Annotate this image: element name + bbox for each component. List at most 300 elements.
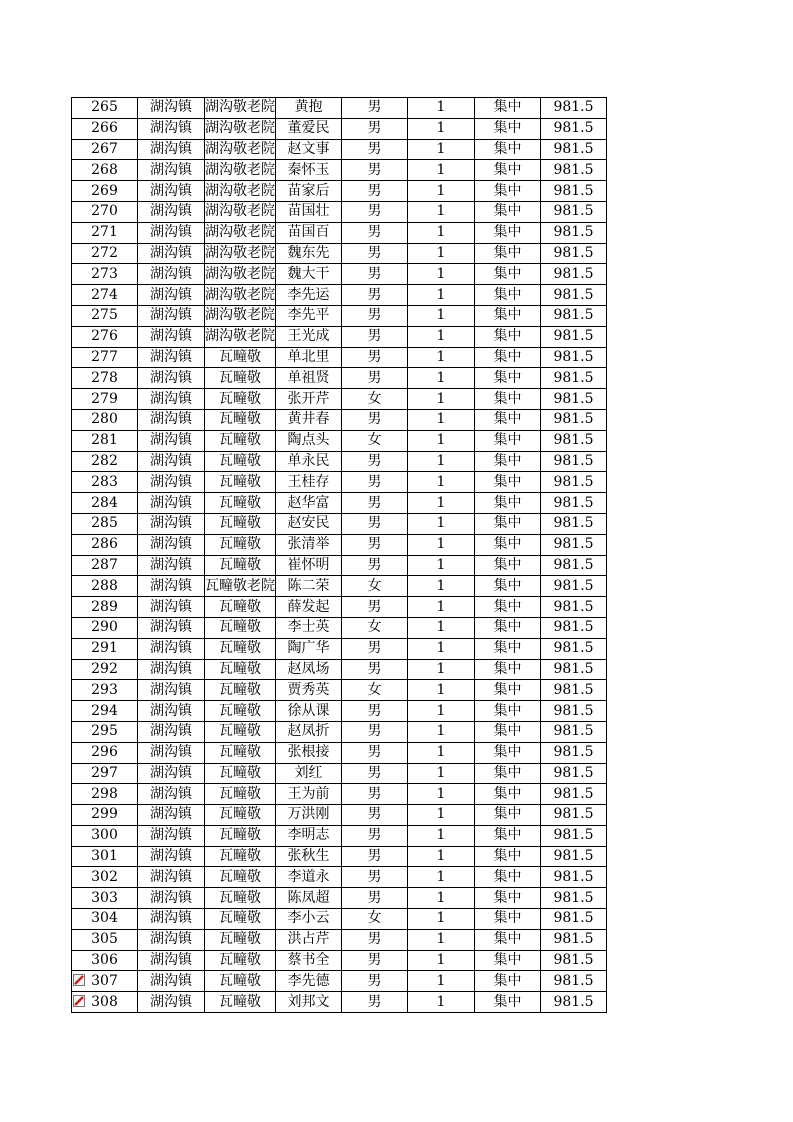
amount-cell[interactable] [541, 451, 607, 472]
town-cell[interactable] [138, 867, 205, 888]
count-cell[interactable] [408, 617, 475, 638]
row-number-cell[interactable] [72, 493, 138, 514]
name-cell[interactable] [276, 992, 342, 1013]
unit-cell[interactable] [205, 742, 276, 763]
name-cell[interactable] [276, 888, 342, 909]
row-number-cell[interactable] [72, 701, 138, 722]
type-cell[interactable] [475, 846, 541, 867]
type-cell[interactable] [475, 326, 541, 347]
town-cell[interactable] [138, 347, 205, 368]
type-cell[interactable] [475, 222, 541, 243]
count-cell[interactable] [408, 659, 475, 680]
type-cell[interactable] [475, 201, 541, 222]
amount-cell[interactable] [541, 617, 607, 638]
unit-cell[interactable] [205, 701, 276, 722]
row-number-cell[interactable] [72, 742, 138, 763]
unit-cell[interactable] [205, 430, 276, 451]
cell-comment-icon[interactable] [73, 995, 85, 1007]
sex-cell[interactable] [342, 347, 408, 368]
sex-cell[interactable] [342, 98, 408, 119]
amount-cell[interactable] [541, 243, 607, 264]
count-cell[interactable] [408, 909, 475, 930]
row-number-cell[interactable] [72, 368, 138, 389]
sex-cell[interactable] [342, 617, 408, 638]
sex-cell[interactable] [342, 222, 408, 243]
amount-cell[interactable] [541, 305, 607, 326]
row-number-cell[interactable] [72, 971, 138, 992]
unit-cell[interactable] [205, 617, 276, 638]
sex-cell[interactable] [342, 264, 408, 285]
amount-cell[interactable] [541, 846, 607, 867]
row-number-cell[interactable] [72, 389, 138, 410]
amount-cell[interactable] [541, 534, 607, 555]
unit-cell[interactable] [205, 659, 276, 680]
row-number-cell[interactable] [72, 659, 138, 680]
town-cell[interactable] [138, 971, 205, 992]
count-cell[interactable] [408, 513, 475, 534]
count-cell[interactable] [408, 201, 475, 222]
row-number-cell[interactable] [72, 617, 138, 638]
count-cell[interactable] [408, 784, 475, 805]
type-cell[interactable] [475, 971, 541, 992]
town-cell[interactable] [138, 222, 205, 243]
type-cell[interactable] [475, 763, 541, 784]
name-cell[interactable] [276, 929, 342, 950]
type-cell[interactable] [475, 638, 541, 659]
unit-cell[interactable] [205, 992, 276, 1013]
name-cell[interactable] [276, 950, 342, 971]
row-number-cell[interactable] [72, 305, 138, 326]
amount-cell[interactable] [541, 971, 607, 992]
town-cell[interactable] [138, 118, 205, 139]
count-cell[interactable] [408, 472, 475, 493]
count-cell[interactable] [408, 846, 475, 867]
unit-cell[interactable] [205, 347, 276, 368]
name-cell[interactable] [276, 576, 342, 597]
count-cell[interactable] [408, 742, 475, 763]
amount-cell[interactable] [541, 368, 607, 389]
unit-cell[interactable] [205, 139, 276, 160]
sex-cell[interactable] [342, 805, 408, 826]
row-number-cell[interactable] [72, 472, 138, 493]
count-cell[interactable] [408, 805, 475, 826]
count-cell[interactable] [408, 721, 475, 742]
name-cell[interactable] [276, 825, 342, 846]
amount-cell[interactable] [541, 576, 607, 597]
town-cell[interactable] [138, 534, 205, 555]
name-cell[interactable] [276, 243, 342, 264]
sex-cell[interactable] [342, 118, 408, 139]
town-cell[interactable] [138, 160, 205, 181]
town-cell[interactable] [138, 763, 205, 784]
town-cell[interactable] [138, 368, 205, 389]
town-cell[interactable] [138, 472, 205, 493]
unit-cell[interactable] [205, 513, 276, 534]
sex-cell[interactable] [342, 825, 408, 846]
amount-cell[interactable] [541, 555, 607, 576]
sex-cell[interactable] [342, 867, 408, 888]
row-number-cell[interactable] [72, 763, 138, 784]
amount-cell[interactable] [541, 742, 607, 763]
amount-cell[interactable] [541, 98, 607, 119]
sex-cell[interactable] [342, 430, 408, 451]
name-cell[interactable] [276, 409, 342, 430]
amount-cell[interactable] [541, 825, 607, 846]
amount-cell[interactable] [541, 472, 607, 493]
town-cell[interactable] [138, 493, 205, 514]
unit-cell[interactable] [205, 285, 276, 306]
type-cell[interactable] [475, 909, 541, 930]
type-cell[interactable] [475, 118, 541, 139]
sex-cell[interactable] [342, 181, 408, 202]
row-number-cell[interactable] [72, 597, 138, 618]
town-cell[interactable] [138, 576, 205, 597]
row-number-cell[interactable] [72, 825, 138, 846]
type-cell[interactable] [475, 701, 541, 722]
count-cell[interactable] [408, 701, 475, 722]
unit-cell[interactable] [205, 825, 276, 846]
amount-cell[interactable] [541, 139, 607, 160]
town-cell[interactable] [138, 992, 205, 1013]
name-cell[interactable] [276, 222, 342, 243]
amount-cell[interactable] [541, 909, 607, 930]
name-cell[interactable] [276, 513, 342, 534]
row-number-cell[interactable] [72, 929, 138, 950]
amount-cell[interactable] [541, 805, 607, 826]
name-cell[interactable] [276, 971, 342, 992]
sex-cell[interactable] [342, 992, 408, 1013]
town-cell[interactable] [138, 201, 205, 222]
unit-cell[interactable] [205, 472, 276, 493]
name-cell[interactable] [276, 784, 342, 805]
sex-cell[interactable] [342, 389, 408, 410]
town-cell[interactable] [138, 617, 205, 638]
count-cell[interactable] [408, 118, 475, 139]
sex-cell[interactable] [342, 534, 408, 555]
cell-comment-icon[interactable] [73, 974, 85, 986]
type-cell[interactable] [475, 597, 541, 618]
row-number-cell[interactable] [72, 784, 138, 805]
type-cell[interactable] [475, 160, 541, 181]
unit-cell[interactable] [205, 763, 276, 784]
amount-cell[interactable] [541, 347, 607, 368]
sex-cell[interactable] [342, 784, 408, 805]
town-cell[interactable] [138, 451, 205, 472]
count-cell[interactable] [408, 160, 475, 181]
sex-cell[interactable] [342, 763, 408, 784]
name-cell[interactable] [276, 451, 342, 472]
name-cell[interactable] [276, 430, 342, 451]
town-cell[interactable] [138, 805, 205, 826]
type-cell[interactable] [475, 888, 541, 909]
name-cell[interactable] [276, 201, 342, 222]
unit-cell[interactable] [205, 888, 276, 909]
count-cell[interactable] [408, 368, 475, 389]
name-cell[interactable] [276, 347, 342, 368]
count-cell[interactable] [408, 867, 475, 888]
row-number-cell[interactable] [72, 555, 138, 576]
count-cell[interactable] [408, 264, 475, 285]
sex-cell[interactable] [342, 950, 408, 971]
count-cell[interactable] [408, 98, 475, 119]
count-cell[interactable] [408, 139, 475, 160]
amount-cell[interactable] [541, 160, 607, 181]
amount-cell[interactable] [541, 638, 607, 659]
type-cell[interactable] [475, 867, 541, 888]
unit-cell[interactable] [205, 243, 276, 264]
amount-cell[interactable] [541, 950, 607, 971]
row-number-cell[interactable] [72, 534, 138, 555]
row-number-cell[interactable] [72, 222, 138, 243]
type-cell[interactable] [475, 285, 541, 306]
type-cell[interactable] [475, 617, 541, 638]
count-cell[interactable] [408, 305, 475, 326]
row-number-cell[interactable] [72, 992, 138, 1013]
town-cell[interactable] [138, 264, 205, 285]
row-number-cell[interactable] [72, 160, 138, 181]
town-cell[interactable] [138, 950, 205, 971]
unit-cell[interactable] [205, 160, 276, 181]
unit-cell[interactable] [205, 493, 276, 514]
count-cell[interactable] [408, 534, 475, 555]
type-cell[interactable] [475, 264, 541, 285]
type-cell[interactable] [475, 409, 541, 430]
town-cell[interactable] [138, 888, 205, 909]
sex-cell[interactable] [342, 493, 408, 514]
amount-cell[interactable] [541, 430, 607, 451]
type-cell[interactable] [475, 305, 541, 326]
amount-cell[interactable] [541, 409, 607, 430]
amount-cell[interactable] [541, 763, 607, 784]
sex-cell[interactable] [342, 597, 408, 618]
unit-cell[interactable] [205, 305, 276, 326]
name-cell[interactable] [276, 659, 342, 680]
sex-cell[interactable] [342, 513, 408, 534]
town-cell[interactable] [138, 909, 205, 930]
name-cell[interactable] [276, 181, 342, 202]
type-cell[interactable] [475, 243, 541, 264]
type-cell[interactable] [475, 992, 541, 1013]
unit-cell[interactable] [205, 805, 276, 826]
name-cell[interactable] [276, 98, 342, 119]
amount-cell[interactable] [541, 389, 607, 410]
amount-cell[interactable] [541, 992, 607, 1013]
sex-cell[interactable] [342, 160, 408, 181]
name-cell[interactable] [276, 701, 342, 722]
unit-cell[interactable] [205, 409, 276, 430]
unit-cell[interactable] [205, 118, 276, 139]
unit-cell[interactable] [205, 389, 276, 410]
row-number-cell[interactable] [72, 264, 138, 285]
amount-cell[interactable] [541, 659, 607, 680]
row-number-cell[interactable] [72, 201, 138, 222]
amount-cell[interactable] [541, 929, 607, 950]
type-cell[interactable] [475, 721, 541, 742]
row-number-cell[interactable] [72, 950, 138, 971]
sex-cell[interactable] [342, 409, 408, 430]
name-cell[interactable] [276, 909, 342, 930]
row-number-cell[interactable] [72, 243, 138, 264]
row-number-cell[interactable] [72, 888, 138, 909]
row-number-cell[interactable] [72, 118, 138, 139]
sex-cell[interactable] [342, 472, 408, 493]
name-cell[interactable] [276, 305, 342, 326]
town-cell[interactable] [138, 784, 205, 805]
town-cell[interactable] [138, 929, 205, 950]
sex-cell[interactable] [342, 638, 408, 659]
type-cell[interactable] [475, 784, 541, 805]
name-cell[interactable] [276, 493, 342, 514]
sex-cell[interactable] [342, 201, 408, 222]
name-cell[interactable] [276, 368, 342, 389]
amount-cell[interactable] [541, 201, 607, 222]
sex-cell[interactable] [342, 285, 408, 306]
name-cell[interactable] [276, 617, 342, 638]
amount-cell[interactable] [541, 721, 607, 742]
town-cell[interactable] [138, 721, 205, 742]
row-number-cell[interactable] [72, 846, 138, 867]
unit-cell[interactable] [205, 971, 276, 992]
sex-cell[interactable] [342, 846, 408, 867]
unit-cell[interactable] [205, 846, 276, 867]
amount-cell[interactable] [541, 326, 607, 347]
name-cell[interactable] [276, 721, 342, 742]
count-cell[interactable] [408, 285, 475, 306]
name-cell[interactable] [276, 555, 342, 576]
count-cell[interactable] [408, 597, 475, 618]
sex-cell[interactable] [342, 243, 408, 264]
type-cell[interactable] [475, 493, 541, 514]
name-cell[interactable] [276, 680, 342, 701]
name-cell[interactable] [276, 160, 342, 181]
town-cell[interactable] [138, 285, 205, 306]
row-number-cell[interactable] [72, 430, 138, 451]
town-cell[interactable] [138, 825, 205, 846]
unit-cell[interactable] [205, 638, 276, 659]
sex-cell[interactable] [342, 451, 408, 472]
sex-cell[interactable] [342, 680, 408, 701]
unit-cell[interactable] [205, 326, 276, 347]
count-cell[interactable] [408, 888, 475, 909]
count-cell[interactable] [408, 763, 475, 784]
unit-cell[interactable] [205, 721, 276, 742]
type-cell[interactable] [475, 805, 541, 826]
count-cell[interactable] [408, 451, 475, 472]
town-cell[interactable] [138, 430, 205, 451]
unit-cell[interactable] [205, 576, 276, 597]
type-cell[interactable] [475, 555, 541, 576]
unit-cell[interactable] [205, 451, 276, 472]
name-cell[interactable] [276, 285, 342, 306]
sex-cell[interactable] [342, 721, 408, 742]
type-cell[interactable] [475, 368, 541, 389]
unit-cell[interactable] [205, 555, 276, 576]
unit-cell[interactable] [205, 222, 276, 243]
town-cell[interactable] [138, 243, 205, 264]
town-cell[interactable] [138, 98, 205, 119]
count-cell[interactable] [408, 243, 475, 264]
amount-cell[interactable] [541, 784, 607, 805]
name-cell[interactable] [276, 118, 342, 139]
town-cell[interactable] [138, 513, 205, 534]
row-number-cell[interactable] [72, 98, 138, 119]
type-cell[interactable] [475, 659, 541, 680]
amount-cell[interactable] [541, 888, 607, 909]
row-number-cell[interactable] [72, 721, 138, 742]
amount-cell[interactable] [541, 597, 607, 618]
type-cell[interactable] [475, 534, 541, 555]
unit-cell[interactable] [205, 680, 276, 701]
name-cell[interactable] [276, 472, 342, 493]
row-number-cell[interactable] [72, 409, 138, 430]
type-cell[interactable] [475, 680, 541, 701]
count-cell[interactable] [408, 493, 475, 514]
type-cell[interactable] [475, 181, 541, 202]
count-cell[interactable] [408, 222, 475, 243]
town-cell[interactable] [138, 659, 205, 680]
name-cell[interactable] [276, 389, 342, 410]
town-cell[interactable] [138, 181, 205, 202]
row-number-cell[interactable] [72, 181, 138, 202]
town-cell[interactable] [138, 638, 205, 659]
unit-cell[interactable] [205, 98, 276, 119]
town-cell[interactable] [138, 139, 205, 160]
amount-cell[interactable] [541, 867, 607, 888]
sex-cell[interactable] [342, 909, 408, 930]
amount-cell[interactable] [541, 680, 607, 701]
name-cell[interactable] [276, 742, 342, 763]
unit-cell[interactable] [205, 867, 276, 888]
row-number-cell[interactable] [72, 867, 138, 888]
type-cell[interactable] [475, 513, 541, 534]
sex-cell[interactable] [342, 368, 408, 389]
count-cell[interactable] [408, 181, 475, 202]
row-number-cell[interactable] [72, 638, 138, 659]
unit-cell[interactable] [205, 950, 276, 971]
type-cell[interactable] [475, 929, 541, 950]
count-cell[interactable] [408, 971, 475, 992]
unit-cell[interactable] [205, 597, 276, 618]
type-cell[interactable] [475, 347, 541, 368]
sex-cell[interactable] [342, 139, 408, 160]
name-cell[interactable] [276, 846, 342, 867]
unit-cell[interactable] [205, 201, 276, 222]
row-number-cell[interactable] [72, 680, 138, 701]
sex-cell[interactable] [342, 305, 408, 326]
sex-cell[interactable] [342, 742, 408, 763]
amount-cell[interactable] [541, 493, 607, 514]
amount-cell[interactable] [541, 181, 607, 202]
row-number-cell[interactable] [72, 909, 138, 930]
count-cell[interactable] [408, 430, 475, 451]
type-cell[interactable] [475, 576, 541, 597]
sex-cell[interactable] [342, 326, 408, 347]
name-cell[interactable] [276, 805, 342, 826]
count-cell[interactable] [408, 638, 475, 659]
name-cell[interactable] [276, 597, 342, 618]
unit-cell[interactable] [205, 909, 276, 930]
town-cell[interactable] [138, 326, 205, 347]
unit-cell[interactable] [205, 181, 276, 202]
town-cell[interactable] [138, 742, 205, 763]
type-cell[interactable] [475, 139, 541, 160]
row-number-cell[interactable] [72, 326, 138, 347]
town-cell[interactable] [138, 680, 205, 701]
count-cell[interactable] [408, 680, 475, 701]
sex-cell[interactable] [342, 929, 408, 950]
amount-cell[interactable] [541, 285, 607, 306]
name-cell[interactable] [276, 139, 342, 160]
